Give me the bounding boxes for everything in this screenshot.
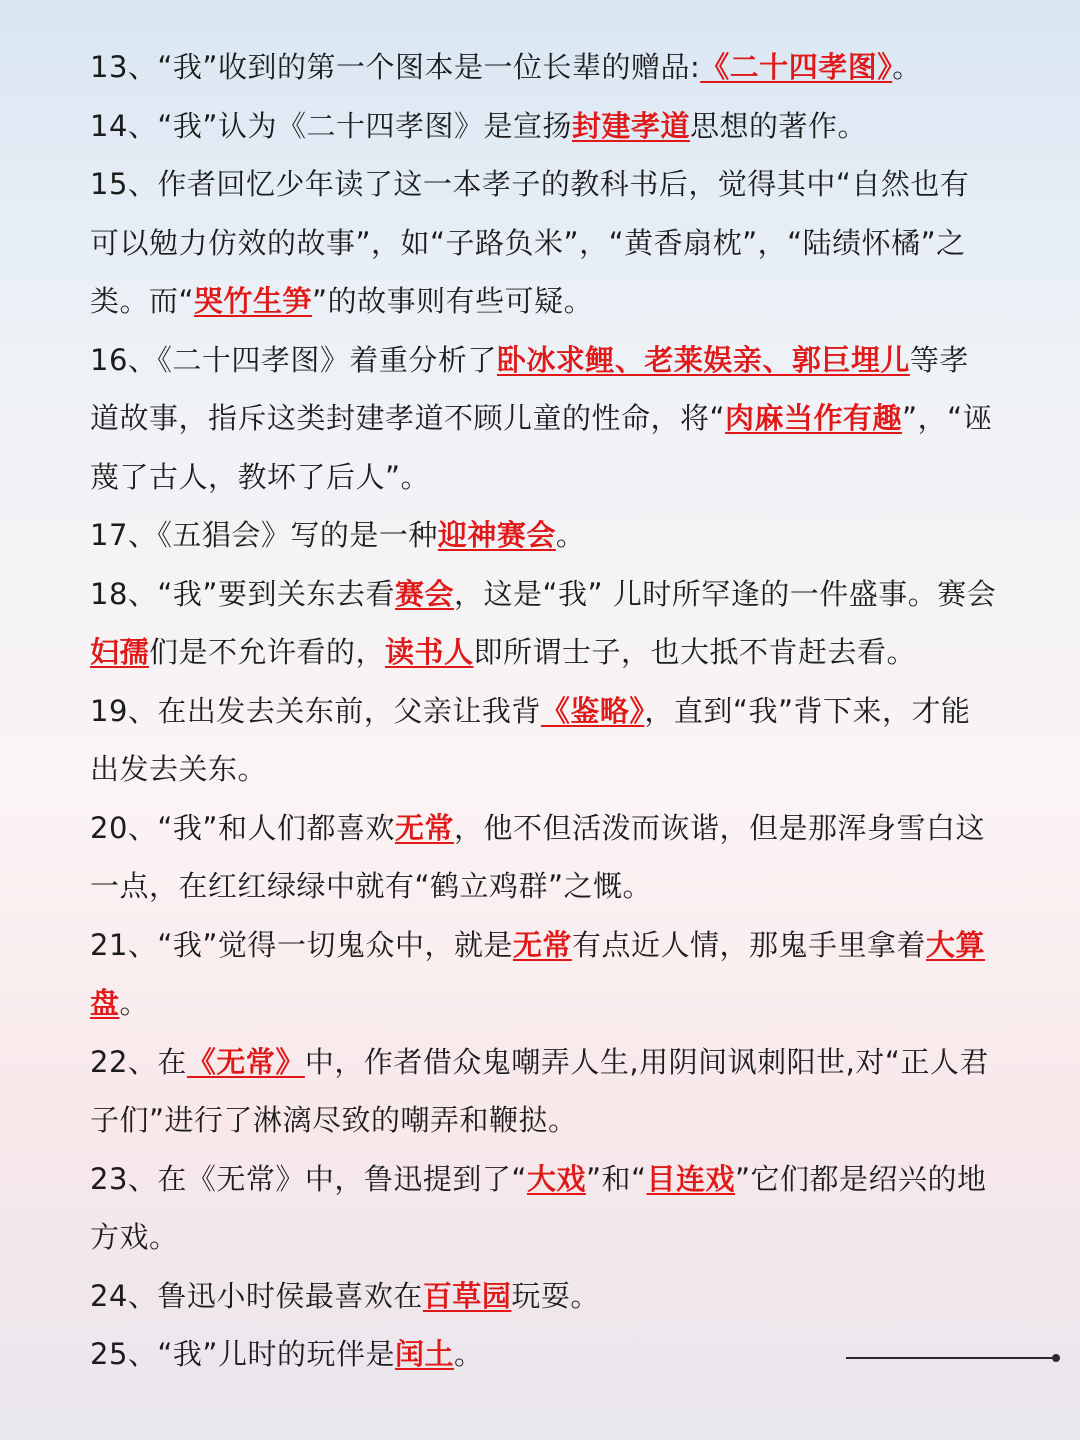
answer-highlight: 大戏 [526,1161,586,1196]
answer-highlight: 妇孺 [90,635,150,669]
question-text: ”，“诬蔑了古人，教坏了后人”。 [90,401,993,494]
answer-highlight: 卧冰求鲤、老莱娱亲、郭巨埋儿 [496,342,910,377]
list-item [90,38,998,97]
answer-highlight: 大算盘 [90,927,985,1020]
question-text: 24、鲁迅小时侯最喜欢在 [90,1278,423,1313]
question-text: ，这是“我” 儿时所罕逢的一件盛事。赛会 [453,576,997,611]
question-text: 19、在出发去关东前，父亲让我背 [90,693,541,728]
question-text: 。 [892,50,922,84]
answer-highlight: 百草园 [422,1278,512,1313]
list-item [90,97,998,156]
answer-highlight: 赛会 [394,576,454,611]
list-item [90,682,998,799]
answer-highlight: 无常 [394,810,454,845]
question-text: 即所谓士子，也大抵不肯赶去看。 [473,635,917,669]
list-item [90,1150,998,1267]
question-text: 玩耍。 [511,1278,600,1313]
answer-highlight: 迎神赛会 [437,518,556,552]
question-text: 有点近人情，那鬼手里拿着 [571,927,926,962]
scroll-thumb[interactable] [1052,1354,1060,1362]
answer-highlight: 闰土 [394,1337,454,1371]
question-text: 20、“我”和人们都喜欢 [90,810,395,845]
answer-highlight: 无常 [512,927,572,962]
answer-highlight: 《鉴略》 [540,693,645,728]
question-text: 21、“我”觉得一切鬼众中，就是 [90,927,513,962]
question-text: 中，作者借众鬼嘲弄人生,用阴间讽刺阳世,对“正人君子们”进行了淋漓尽致的嘲弄和鞭挞。 [90,1044,989,1137]
question-text: ，他不但活泼而诙谐，但是那浑身雪白这一点，在红红绿绿中就有“鹤立鸡群”之慨。 [90,810,985,903]
question-text: 等孝道故事，指斥这类封建孝道不顾儿童的性命，将“ [90,342,969,435]
question-text: ”和“ [585,1161,647,1196]
question-text: 25、“我”儿时的玩伴是 [90,1337,395,1371]
list-item [90,331,998,507]
list-item [90,799,998,916]
answer-highlight: 哭竹生笋 [194,284,313,318]
question-list [90,38,998,1384]
question-text: 17、《五猖会》写的是一种 [90,518,438,552]
question-text: 18、“我”要到关东去看 [90,576,395,611]
answer-highlight: 读书人 [385,635,474,669]
question-text: 23、在《无常》中，鲁迅提到了“ [90,1161,527,1196]
question-text: ”的故事则有些可疑。 [312,284,594,318]
question-text: 。 [453,1337,484,1371]
list-item [90,1267,998,1326]
answer-highlight: 《无常》 [186,1044,305,1079]
answer-highlight: 封建孝道 [571,108,690,143]
question-text: 。 [555,518,586,552]
question-text: ”它们都是绍兴的地方戏。 [90,1161,987,1254]
list-item [90,1033,998,1150]
answer-highlight: 目连戏 [646,1161,736,1196]
list-item [90,506,998,565]
question-text: 。 [119,986,150,1020]
question-text: 13、“我”收到的第一个图本是一位长辈的赠品: [90,50,701,84]
question-text: 15、作者回忆少年读了这一本孝子的教科书后，觉得其中“自然也有可以勉力仿效的故事”，如“子路负米”，“黄香扇枕”，“陆绩怀橘”之类。而“ [90,167,970,318]
list-item [90,916,998,1033]
question-text: 22、在 [90,1044,187,1079]
scroll-track [846,1357,1052,1359]
question-text: 们是不允许看的， [149,635,386,669]
scroll-indicator[interactable] [846,1354,1060,1362]
question-text: 思想的著作。 [689,108,867,143]
question-text: ，直到“我”背下来，才能出发去关东。 [90,693,971,786]
answer-highlight: 《二十四孝图》 [700,50,893,84]
list-item [90,155,998,331]
answer-highlight: 肉麻当作有趣 [725,401,903,435]
question-text: 16、《二十四孝图》着重分析了 [90,342,497,377]
list-item [90,565,998,682]
question-text: 14、“我”认为《二十四孝图》是宣扬 [90,108,572,143]
